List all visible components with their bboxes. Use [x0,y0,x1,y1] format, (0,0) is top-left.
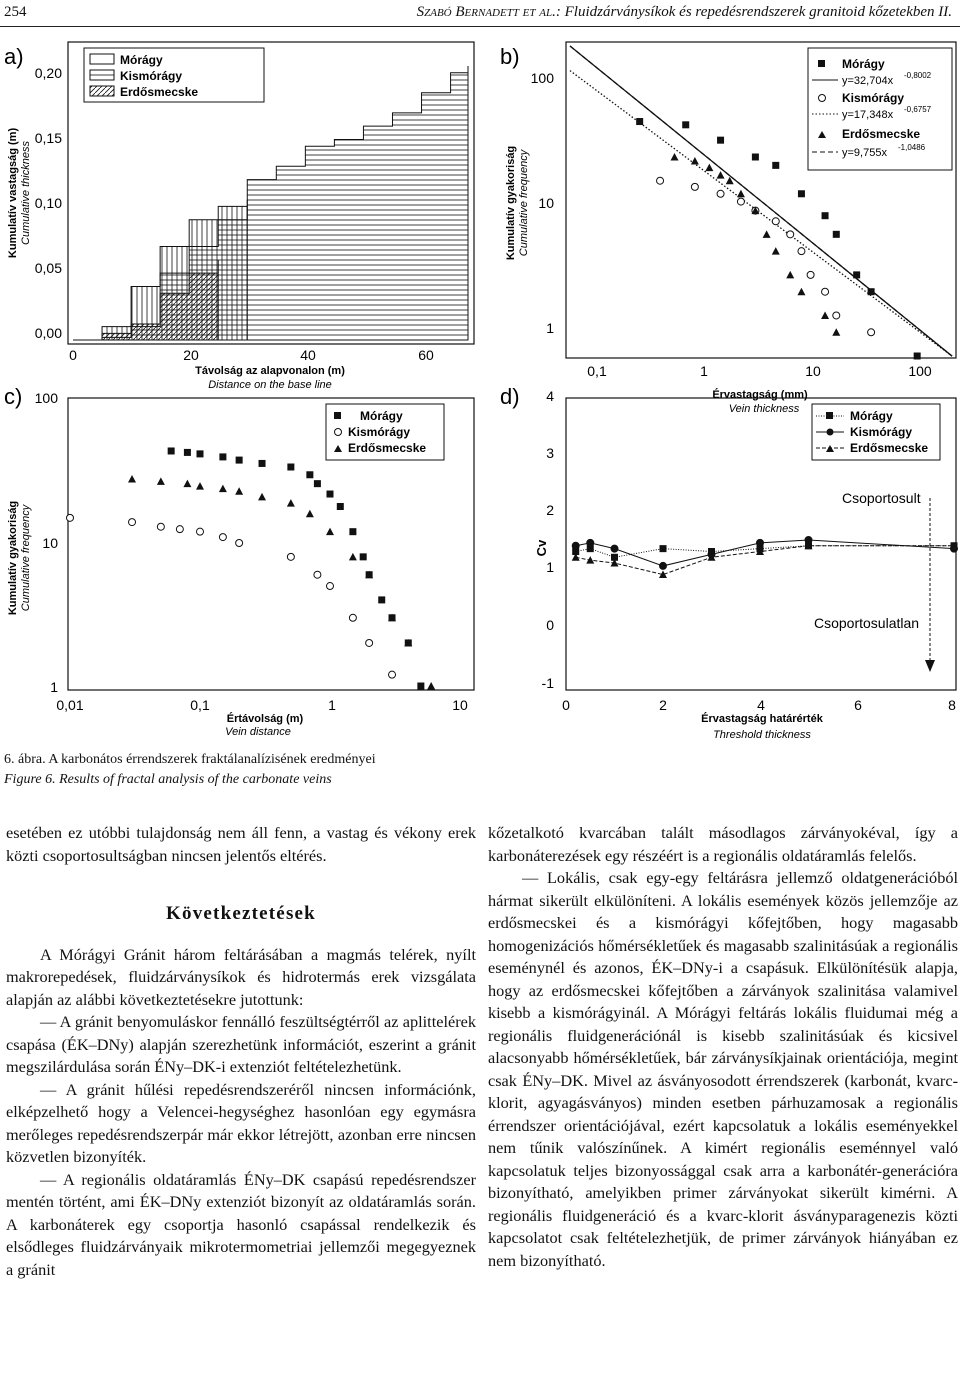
panel-a-xlabel: Távolság az alapvonalon (m) [195,365,345,377]
data-point-square [833,231,840,238]
data-point-circle [757,539,764,546]
data-point-square [219,453,226,460]
running-title-text: Fluidzárványsíkok és repedésrendszerek granitoid kőzetekben II. [564,4,952,20]
data-point-square [287,463,294,470]
data-point-circle [833,312,840,319]
legend-label-moragy: Mórágy [120,53,163,67]
data-point-square [717,137,724,144]
panel-c-y-tick: 10 [42,535,58,551]
panel-b-ylabel: Kumulatív gyakoriság [505,145,517,261]
data-point-triangle [235,487,243,495]
panel-b-ylabel-en: Cumulative frequency [518,149,530,257]
data-point-circle [657,177,664,184]
data-point-circle [314,571,321,578]
panel-b-y-tick: 10 [538,195,554,211]
panel-b-x-tick: 1 [700,363,708,379]
page-number: 254 [4,4,27,20]
panel-b-xlabel: Érvastagság (mm) [712,389,808,401]
data-point-circle [691,183,698,190]
left-paragraph-1: esetében ez utóbbi tulajdonság nem áll fenn, a vastag és vékony erek közti csoportosultságban nincsen jelentős eltérés. [6,823,476,865]
caption-hu-text: A karbonátos érrendszerek fraktálanalízisének eredményei [45,752,376,767]
data-point-circle [717,190,724,197]
data-point-circle [787,231,794,238]
data-point-circle [129,519,136,526]
section-heading: Következtetések [166,903,316,924]
data-point-triangle [772,247,780,255]
data-point-circle [822,288,829,295]
left-paragraph-2: A Mórágyi Gránit három feltárásában a magmás telérek, nyílt makrorepedések, fluidzárványsíkok és hidrotermás erek vizsgálata alapján az alábbi következtetésekre jutottunk: [6,944,476,1009]
data-point-square [259,460,266,467]
data-point-square [660,545,667,552]
panel-c-x-tick: 10 [452,697,468,713]
data-point-triangle [258,493,266,501]
panel-b-legend [808,48,952,170]
panel-d-xlabel-en: Threshold thickness [713,729,811,741]
panel-d-x-tick: 8 [948,697,956,713]
panel-a-x-tick: 0 [69,347,77,363]
data-point-circle [807,271,814,278]
panel-c-ylabel: Kumulatív gyakoriság [7,500,19,616]
caption-hu-label: 6. ábra. [4,752,46,767]
annotation-csoportosulatlan: Csoportosulatlan [814,615,920,631]
panel-d-y-tick: 4 [546,388,554,404]
legend-swatch-moragy [90,54,114,64]
running-title [417,4,952,21]
panel-a-y-ticks [35,65,62,341]
legend-label-kismoragy: Kismórágy [348,425,411,439]
panel-b-xlabel-en: Vein thickness [728,403,800,415]
legend-marker-circle [335,429,342,436]
data-point-triangle [763,230,771,238]
data-point-square [868,288,875,295]
panel-a-label: a) [4,44,24,69]
data-point-circle [798,248,805,255]
data-point-circle [349,614,356,621]
panel-a-y-tick: 0,10 [34,195,62,211]
legend-marker-square [334,412,341,419]
legend-label-erdosmecske: Erdősmecske [348,441,427,455]
panel-c [4,384,474,738]
data-point-triangle [219,485,227,493]
legend-swatch-erdosmecske [90,86,114,96]
panel-d-y-ticks [542,388,555,691]
panel-c-xlabel: Értávolság (m) [226,713,304,725]
data-point-triangle [427,682,435,690]
data-point-circle [660,562,667,569]
data-point-circle [236,540,243,547]
data-point-square [853,271,860,278]
data-point-circle [176,526,183,533]
running-header [0,0,960,27]
panel-b-label: b) [500,44,520,69]
panel-a-x-ticks [69,347,434,363]
data-point-triangle [157,477,165,485]
panel-d-y-tick: 0 [546,617,554,633]
data-point-square [327,491,334,498]
figure-caption [4,750,376,790]
fit-exponent-moragy: -0,8002 [904,71,932,80]
panel-d-legend [812,404,940,460]
panel-d-x-tick: 2 [659,697,667,713]
panel-a-x-tick: 20 [183,347,199,363]
panel-d-y-tick: 1 [546,559,554,575]
data-point-triangle [349,553,357,561]
data-point-triangle [821,311,829,319]
panel-c-x-tick: 0,1 [190,697,210,713]
data-point-circle [572,542,579,549]
left-paragraph-5: — A regionális oldatáramlás ÉNy–DK csapású repedésrendszer mentén történt, ami ÉK–DNy extenziót bizonyít az oldatáramlás során. A karbonáterek egy csoportja hasonló csapással rendelkezik és elsődleges fluidzárványaik mikrotermometriai jellemzői megegyeznek a gránit [6,1169,476,1279]
caption-en [4,770,376,790]
legend-label-erdosmecske: Erdősmecske [842,127,921,141]
panel-a-xlabel-en: Distance on the base line [208,379,332,391]
data-point-triangle [306,510,314,518]
panel-c-xlabel-en: Vein distance [225,726,291,738]
legend-marker-square [826,412,833,419]
data-point-square [337,503,344,510]
panel-a [4,42,474,391]
panel-b-x-tick: 10 [805,363,821,379]
series-line-erdosmecske [576,546,954,575]
legend-marker-circle [827,429,834,436]
fit-equation-moragy: y=32,704x [842,75,894,87]
left-paragraph-3: — A gránit benyomuláskor fennálló feszültségtérről az aplittelérek csapása (ÉK–DNy) alapján szerezhetünk információt, eszerint a gránit megszilárdulása során ÉNy–DK-i extenziót feltételezhetünk. [6,1012,476,1076]
panel-a-y-tick: 0,05 [34,260,62,276]
legend-marker-circle [819,95,826,102]
caption-en-text: Results of fractal analysis of the carbonate veins [55,772,332,787]
right-paragraph-1: kőzetalkotó kvarcában talált másodlagos zárványokéval, így a karbonáterezések egy részéért is a regionális oldatáramlás felelős. [488,823,958,865]
panel-b-y-tick: 100 [530,70,554,86]
legend-label-kismoragy: Kismórágy [842,91,905,105]
figure-6 [0,28,960,748]
fit-exponent-erdosmecske: -1,0486 [898,143,926,152]
legend-label-moragy: Mórágy [360,409,403,423]
data-point-square [417,683,424,690]
data-point-square [314,480,321,487]
panel-a-y-tick: 0,15 [34,130,62,146]
data-point-triangle [671,153,679,160]
data-point-square [822,212,829,219]
data-point-square [236,457,243,464]
panel-a-x-tick: 60 [418,347,434,363]
panel-d-x-tick: 4 [757,697,765,713]
legend-label-moragy: Mórágy [842,57,885,71]
legend-label-kismoragy: Kismórágy [850,425,913,439]
caption-hu [4,750,376,770]
panel-d-ylabel: Cv [534,539,549,557]
panel-c-marks [67,447,436,689]
data-point-circle [157,523,164,530]
panel-a-x-tick: 40 [300,347,316,363]
panel-d-marks [572,537,958,579]
data-point-circle [737,198,744,205]
data-point-square [360,553,367,560]
annotation-csoportosult: Csoportosult [842,490,921,506]
data-point-circle [772,218,779,225]
panel-d [500,384,958,741]
caption-en-label: Figure 6. [4,772,56,787]
data-point-square [636,118,643,125]
data-point-triangle [717,171,725,179]
legend-swatch-kismoragy [90,70,114,80]
panel-d-y-tick: 3 [546,445,554,461]
data-point-circle [868,329,875,336]
running-title-author: Szabó Bernadett et al.: [416,4,565,20]
panel-d-y-tick: -1 [541,675,554,691]
legend-label-erdosmecske: Erdősmecske [850,441,929,455]
data-point-square [306,471,313,478]
data-point-circle [587,539,594,546]
fit-equation-erdosmecske: y=9,755x [842,147,887,159]
panel-b-y-tick: 1 [546,320,554,336]
panel-c-label: c) [4,384,23,409]
data-point-circle [366,639,373,646]
fit-exponent-kismoragy: -0,6757 [904,105,932,114]
data-point-square [378,596,385,603]
data-point-triangle [128,475,136,483]
right-paragraph-2: — Lokális, csak egy-egy feltárásra jellemző oldatgenerációból hármat sikerült elkülöníteni. A lokális események közös jellemzője az erdősmecskei és a kismórágyi kőfejtőben, hogy magasabb homogenizációs hőmérsékletűek és magasabb szalinitásúak a regionális eseménynél és azonos, ÉK–DNy-i a csapásuk. Elkülönítésük alapja, hogy az erdősmecskei kőfejtőben a zárványok szalinitása valamivel kisebb a kismórágyinál. A Mórágyi feltárás lokális fluidumai még a regionális fluidgenerációnál is kisebb szalinitásúak és kicsivel alacsonyabb hőmérsékletűek, bár zárványsíkjainak orientációja, megint csak ÉNy–DK. Mivel az ásványosodott érrendszerek (karbonát, kvarc-klorit, agyagásványos) minden esetben párhuzamosak a regionális érrendszer orientációjával, ezért kapcsolatuk a lokális eseményekkel nem tűnik valószínűnek. A kimért regionális eseménnyel való kapcsolatuk teljes bizonyossággal csak arra a karbonátér-generációra bizonyítható, amelyikben primer zárványokat sikerült kimérni. A regionális fluidgeneráció és a kvarc-klorit ásványparagenezis közti kapcsolatot csak feltételezhetjük, de primer zárványok hiányában ez nem bizonyítható. [488,868,958,1270]
fit-equation-kismoragy: y=17,348x [842,109,894,121]
panel-d-x-tick: 6 [854,697,862,713]
panel-a-areas [73,66,468,340]
data-point-circle [389,671,396,678]
panel-a-ylabel: Kumulatív vastagság (m) [7,127,19,259]
data-point-square [798,190,805,197]
data-point-square [349,528,356,535]
legend-label-moragy: Mórágy [850,409,893,423]
data-point-triangle [737,190,745,198]
annotation-arrow-head [925,660,935,672]
data-point-circle [287,553,294,560]
panel-c-x-tick: 0,01 [56,697,84,713]
panel-c-y-tick: 100 [34,390,58,406]
panel-c-ylabel-en: Cumulative frequency [20,504,32,612]
data-point-square [197,450,204,457]
data-point-triangle [691,157,699,165]
panel-c-y-tick: 1 [50,679,58,695]
left-column [6,822,476,1281]
panel-a-legend [84,48,264,102]
panel-b-y-ticks [531,70,555,336]
data-point-square [682,121,689,128]
data-point-square [914,353,921,360]
data-point-circle [197,528,204,535]
panel-a-ylabel-en: Cumulative thickness [20,141,32,245]
data-point-triangle [196,482,204,490]
data-point-circle [67,514,74,521]
data-point-square [752,153,759,160]
data-point-triangle [786,271,794,279]
panel-c-x-tick: 1 [328,697,336,713]
series-line-kismoragy [576,540,954,566]
panel-c-y-ticks [35,390,59,695]
data-point-circle [327,583,334,590]
legend-label-erdosmecske: Erdősmecske [120,85,199,99]
panel-b [500,42,956,415]
panel-b-x-tick: 100 [908,363,932,379]
panel-c-x-ticks [56,697,468,713]
panel-b-x-tick: 0,1 [587,363,607,379]
panel-a-y-tick: 0,00 [34,325,62,341]
data-point-triangle [183,480,191,488]
data-point-triangle [326,528,334,536]
panel-b-x-ticks [587,363,932,379]
data-point-triangle [832,328,840,336]
data-point-circle [611,545,618,552]
panel-d-x-tick: 0 [562,697,570,713]
data-point-triangle [797,288,805,296]
legend-marker-square [818,60,825,67]
data-point-triangle [287,499,295,507]
data-point-circle [219,534,226,541]
panel-d-xlabel: Érvastagság határérték [701,713,823,725]
panel-d-label: d) [500,384,520,409]
data-point-square [772,162,779,169]
panel-d-x-ticks [562,697,956,713]
data-point-square [184,449,191,456]
data-point-triangle [705,164,713,172]
panel-a-y-tick: 0,20 [34,65,62,81]
panel-d-y-tick: 2 [546,502,554,518]
left-paragraph-4: — A gránit hűlési repedésrendszeréről nincsen információnk, elképzelhető hogy a Velencei-hegységhez hasonlóan egy egymásra merőleges repedésrendszerpár már ekkor létrejött, azonban erre nincsen közvetlen bizonyíték. [6,1079,476,1166]
legend-label-kismoragy: Kismórágy [120,69,183,83]
panel-c-legend [326,404,444,460]
data-point-square [168,447,175,454]
right-column [488,822,958,1272]
